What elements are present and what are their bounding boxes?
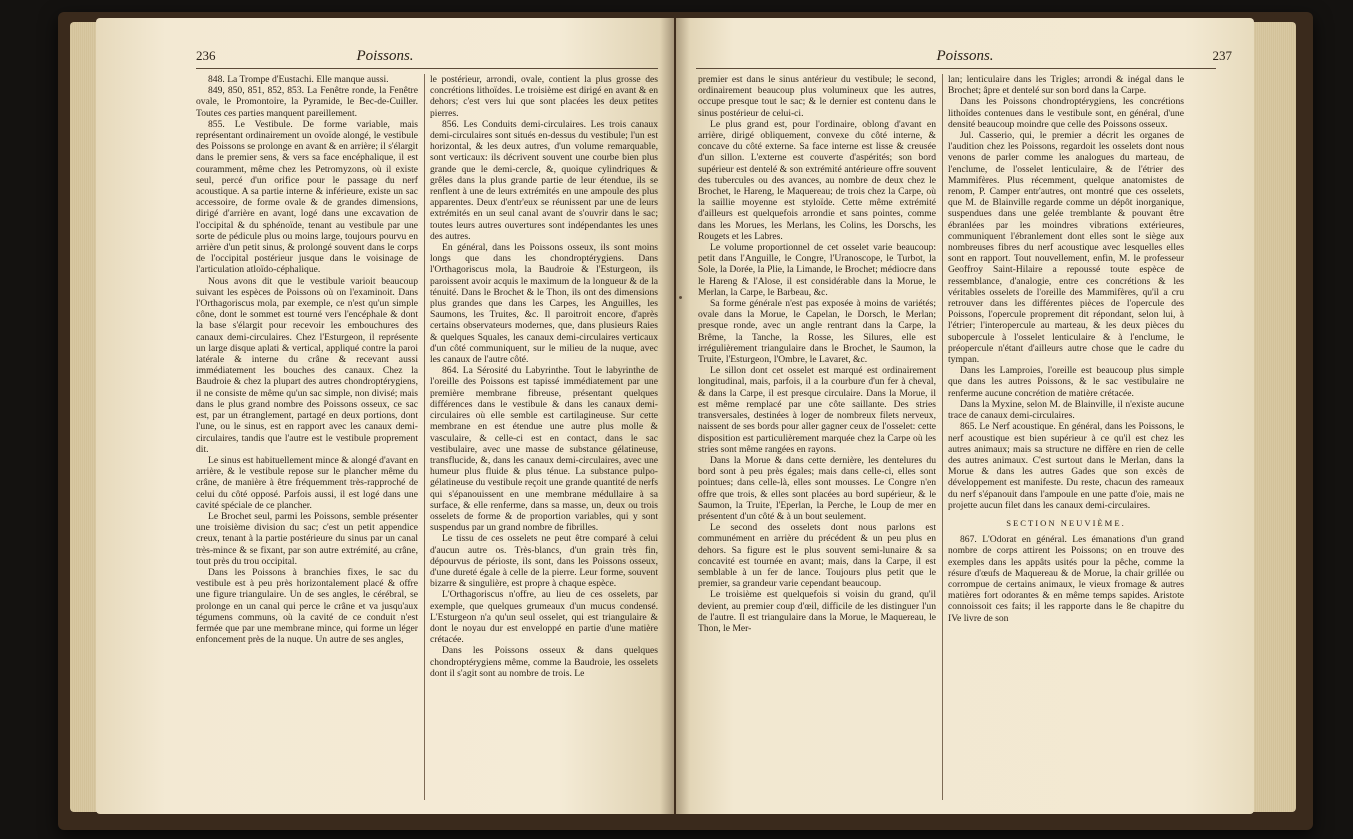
paragraph: Le tissu de ces osselets ne peut être comparé à celui d'aucun autre os. Très-blancs, d'un grain très fin, dépourvus de périoste, ils sont, dans les Poissons osseux, d'une dureté égale à celle de la pierre. Leur forme, souvent bizarre & singulière, est propre à chaque espèce. [430, 533, 658, 590]
paragraph: Le volume proportionnel de cet osselet varie beaucoup: petit dans l'Anguille, le Congre, l'Uranoscope, le Turbot, la Sole, la Dorée, la Plie, la Limande, le Brochet; médiocre dans le Hareng & l'Alose, il est considérable dans la Morue, le Merlan, la Carpe, le Barbeau, &c. [698, 242, 936, 298]
paragraph: Le Brochet seul, parmi les Poissons, semble présenter une troisième division du sac; c'est un petit appendice creux, tenant à la partie postérieure du sinus par un canal très-mince & se fixant, par son autre extrémité, au crâne, tout près du trou occipital. [196, 510, 418, 567]
paragraph: Dans les Poissons osseux & dans quelques chondroptérygiens même, comme la Baudroie, les osselets dont il s'agit sont au nombre de trois. Le [430, 645, 658, 679]
left-page-column-2 [430, 74, 658, 804]
header-rule [696, 68, 1216, 69]
paragraph: lan; lenticulaire dans les Trigles; arrondi & inégal dans le Brochet; âpre et dentelé sur son bord dans la Carpe. [948, 74, 1184, 97]
paragraph: le postérieur, arrondi, ovale, contient la plus grosse des concrétions lithoïdes. Le troisième est dirigé en avant & en dehors; c'est vers lui que sont placées les deux petites pierres. [430, 74, 658, 119]
column-divider [942, 74, 943, 800]
paragraph: Le sillon dont cet osselet est marqué est ordinairement longitudinal, mais, parfois, il a la courbure d'un fer à cheval, & dans la Carpe, il est presque circulaire. Dans la Morue, il est même remplacé par une côte saillante. Des stries transversales, destinées à loger de nombreux filets nerveux, naissent de ses bords pour aller gagner ceux de l'osselet: cette disposition est particulièrement marquée chez la Carpe où les stries sont même rangées en rayons. [698, 365, 936, 455]
paragraph: 848. La Trompe d'Eustachi. Elle manque aussi. [208, 74, 389, 85]
right-page-column-2 [948, 74, 1184, 804]
column-divider [424, 74, 425, 800]
page-number: 237 [1212, 48, 1232, 63]
paragraph: Dans les Lamproies, l'oreille est beaucoup plus simple que dans les autres Poissons, & le sac vestibulaire ne renferme aucune concrétion de matière crétacée. [948, 365, 1184, 399]
paragraph: 864. La Sérosité du Labyrinthe. Tout le labyrinthe de l'oreille des Poissons est tapissé immédiatement par une première membrane fibreuse, présentant quelques différences dans le vestibule & dans les canaux demi-circulaires où elle semble est cartilagineuse. Sur cette membrane en est étendue une autre plus molle & vasculaire, & celle-ci est en contact, dans le sac vestibulaire, avec une masse de substance gélatineuse, transflucide, &, dans les canaux demi-circulaires, avec une humeur plus fluide & plus ténue. La substance pulpo-gélatineuse du vestibule reçoit une grande quantité de nerfs qui s'épanouissent en une membrane médullaire à sa surface, & elle renferme, dans sa masse, un, deux ou trois osselets de forme & de proportion variables, qui y sont suspendus par un grand nombre de fibrilles. [430, 365, 658, 534]
paragraph: Dans la Myxine, selon M. de Blainville, il n'existe aucune trace de canaux demi-circulaires. [948, 398, 1184, 422]
left-page-column-1 [196, 74, 418, 804]
paragraph: Sa forme générale n'est pas exposée à moins de variétés; ovale dans la Morue, le Capelan, le Dorsch, le Merlan; presque ronde, avec un angle rentrant dans la Carpe, la Brême, la Tanche, la Rosse, les Silures, elle est irrégulièrement triangulaire dans le Brochet, le Saumon, la Truite, l'Esturgeon, l'Ombre, le Lavaret, &c. [698, 298, 936, 366]
paragraph: 855. Le Vestibule. De forme variable, mais représentant ordinairement un ovoïde alongé, le vestibule des Poissons se prolonge en avant & en arrière; il s'élargit dans le premier sens, & vers sa face encéphalique, il est couramment, même chez les Petromyzons, où il existe seul, percé d'un orifice pour le passage du nerf acoustique. A sa partie interne & inférieure, existe un sac accessoire, de forme ovale & de grandes dimensions, dirigé d'arrière en avant, logé dans une excavation de l'occipital & du sphénoïde, tenant au vestibule par une sorte de pédicule plus ou moins large, toujours pourvu en arrière d'un petit sinus, & prolongé souvent dans le corps de l'occipital postérieur jusque dans le voisinage de l'articulation atloïdo-céphalique. [196, 118, 418, 276]
right-page [676, 18, 1254, 814]
paragraph: En général, dans les Poissons osseux, ils sont moins longs que dans les chondroptérygiens. Dans l'Orthagoriscus mola, la Baudroie & l'Esturgeon, ils paroissent avoir acquis le maximum de la longueur & de la ténuité. Dans le Brochet & le Thon, ils ont des dimensions plus grandes que dans les Carpes, les Anguilles, les Saumons, les Truites, &c. Il paroitroit encore, d'après certains observateurs modernes, que, dans plusieurs Raies & quelques Squales, les canaux demi-circulaires verticaux d'un côté communiquent, sur le milieu de la nuque, avec les canaux de l'autre côté. [430, 242, 658, 366]
right-page-header [676, 48, 1254, 68]
paragraph: 867. L'Odorat en général. Les émanations d'un grand nombre de corps attirent les Poissons; on en trouve des exemples dans les appâts usités pour la pêche, comme la résure d'œufs de Maquereau & de Morue, la chair grillée ou corrompue de certains animaux, le vieux fromage & autres matières fort odorantes & en même temps sapides. Aristote connoissoit ces faits; il les rapporte dans le 8e chapitre du IVe livre de son [948, 534, 1184, 624]
page-number: 236 [196, 48, 216, 63]
header-rule [196, 68, 658, 69]
running-head: Poissons. [356, 48, 414, 64]
paragraph: 865. Le Nerf acoustique. En général, dans les Poissons, le nerf acoustique est bien supérieur à ce qu'il est chez les autres animaux; mais sa structure ne diffère en rien de celle des autres animaux. C'est surtout dans le Merlan, dans la Morue & dans les autres Gades que son excès de développement est manifeste. Du reste, chacun des rameaux du nerf s'épanouit dans l'ampoule en une patte d'oie, mais ne projette aucun filet dans les canaux demi-circulaires. [948, 421, 1184, 511]
paragraph: Dans les Poissons à branchies fixes, le sac du vestibule est à peu près horizontalement placé & offre une figure triangulaire. Un de ses angles, le cérébral, se prolonge en un canal qui perce le crâne et va jusqu'aux tégumens communs, où la cavité de ce conduit n'est fermée que par une membrane mince, qui forme un léger enfoncement près de la nuque. Un autre de ses angles, [196, 566, 418, 646]
paragraph: Le plus grand est, pour l'ordinaire, oblong d'avant en arrière, dirigé obliquement, convexe du côté interne, & concave du côté externe. Sa face interne est lisse & creusée d'un sillon. L'externe est couverte d'aspérités; son bord supérieur est dentelé & son extrémité antérieure offre souvent des tubercules ou des avances, au nombre de deux chez le Brochet, le Hareng, le Maquereau; de trois chez la Carpe, où la saillie moyenne est styloïde. Cette même extrémité d'ailleurs est quelquefois arrondie et sans pointes, comme dans les Morues, les Merlans, les Colins, les Dorschs, les Rougets et les Labres. [698, 118, 936, 242]
paragraph: Dans la Morue & dans cette dernière, les dentelures du bord sont à peu près égales; mais dans celle-ci, elles sont pointues; dans celle-là, elles sont mousses. Le Congre n'en offre que trois, & elles sont placées au bord supérieur, & le Saumon, la Truite, l'Eperlan, la Perche, le Loup de mer en présentent d'un côté & à un bout seulement. [698, 454, 936, 522]
left-page-header [96, 48, 674, 68]
paragraph: Le sinus est habituellement mince & alongé d'avant en arrière, & le vestibule repose sur le plancher même du crâne, de manière à être fréquemment très-rapproché de celui du côté opposé. Parfois aussi, il est logé dans une cavité spéciale de ce plancher. [196, 454, 418, 511]
paragraph: Dans les Poissons chondroptérygiens, les concrétions lithoïdes contenues dans le vestibule sont, en général, d'une densité beaucoup moindre que celle des Poissons osseux. [948, 96, 1184, 130]
paragraph: Le troisième est quelquefois si voisin du grand, qu'il devient, au premier coup d'œil, difficile de les distinguer l'un de l'autre. Il est triangulaire dans la Morue, le Maquereau, le Thon, le Mer- [698, 589, 936, 634]
paragraph: 849, 850, 851, 852, 853. La Fenêtre ronde, la Fenêtre ovale, le Promontoire, la Pyramide, le Bec-de-Cuiller. Toutes ces parties manquent pareillement. [196, 85, 418, 119]
paragraph: Nous avons dit que le vestibule varioit beaucoup suivant les espèces de Poissons où on l'examinoit. Dans l'Orthagoriscus mola, par exemple, ce n'est qu'un simple cône, dont le sommet est tourné vers l'encéphale & dont la base s'élargit pour recevoir les embouchures des canaux demi-circulaires. Chez l'Esturgeon, il représente un large disque aplati & vertical, appliqué contre la paroi latérale & interne du crâne & recevant aussi immédiatement les bouches des canaux. Chez la Baudroie & chez la plupart des autres chondroptérygiens, il ne consiste de même qu'un sac simple, non divisé; mais dans le plus grand nombre des Poissons osseux, ce sac est, par un étranglement, partagé en deux portions, dont l'une, ou le sinus, est en rapport avec les canaux demi-circulaires, tandis que l'autre est le vestibule proprement dit. [196, 275, 418, 455]
ink-spot [679, 296, 682, 299]
paragraph: L'Orthagoriscus n'offre, au lieu de ces osselets, par exemple, que quelques grumeaux d'un mucus condensé. L'Esturgeon n'a qu'un seul osselet, qui est triangulaire & dont le noyau dur est enveloppé en partie d'une matière crétacée. [430, 589, 658, 646]
paragraph: 856. Les Conduits demi-circulaires. Les trois canaux demi-circulaires sont situés en-dessus du vestibule; l'un est horizontal, & les deux autres, d'un volume remarquable, sont verticaux: ils décrivent souvent une courbe bien plus grande que le demi-cercle, &, quoique cylindriques & grêles dans la plus grande partie de leur étendue, ils se renflent à une de leurs extrémités en une ampoule des plus apparentes. Deux d'entr'eux se réunissent par une de leurs extrémités en un seul canal avant de s'ouvrir dans le sac; toutes leurs autres ouvertures sont indépendantes les unes des autres. [430, 118, 658, 242]
paragraph: Le second des osselets dont nous parlons est communément en arrière du précédent & un peu plus en dehors. Sa figure est le plus souvent semi-lunaire & sa concavité est tournée en avant; mais, dans la Carpe, il est semblable à un fer de lance. Toujours plus petit que le premier, sa grandeur varie cependant beaucoup. [698, 522, 936, 590]
section-heading: SECTION NEUVIÈME. [1006, 517, 1126, 528]
page-edges-right [1252, 22, 1296, 812]
paragraph: premier est dans le sinus antérieur du vestibule; le second, ordinairement beaucoup plus volumineux que les autres, occupe presque tout le sac; & le dernier est contenu dans le sinus postérieur de celui-ci. [698, 74, 936, 119]
right-page-column-1 [698, 74, 936, 804]
paragraph: Jul. Casserio, qui, le premier a décrit les organes de l'audition chez les Poissons, regardoit les osselets dont nous venons de parler comme les analogues du marteau, de l'enclume, de l'osselet lenticulaire, & de l'étrier des Mammifères. Plus récemment, quelque anatomistes de renom, P. Camper entr'autres, ont montré que ces osselets, que M. de Blainville regarde comme un dépôt inorganique, suspendues dans une gelée tremblante & pouvant être ébranlées par les moindres vibrations extérieures, communiquent l'ébranlement dont elles sont le siège aux nombreuses fibres du nerf acoustique avec lesquelles elles sont en rapport. Tout nouvellement, enfin, M. le professeur Geoffroy Saint-Hilaire a repoussé toute espèce de ressemblance, d'analogie, entre ces concrétions & les véritables osselets de l'oreille des Mammifères, qu'il a cru retrouver dans les différentes pièces de l'opercule des Poissons, l'opercule proprement dit répondant, selon lui, à l'étrier; l'interopercule au marteau, & les deux pièces du subopercule à l'osselet lenticulaire & à l'enclume, le préopercule n'étant d'ailleurs autre chose que le cadre du tympan. [948, 130, 1184, 366]
running-head: Poissons. [936, 48, 994, 64]
left-page [96, 18, 674, 814]
